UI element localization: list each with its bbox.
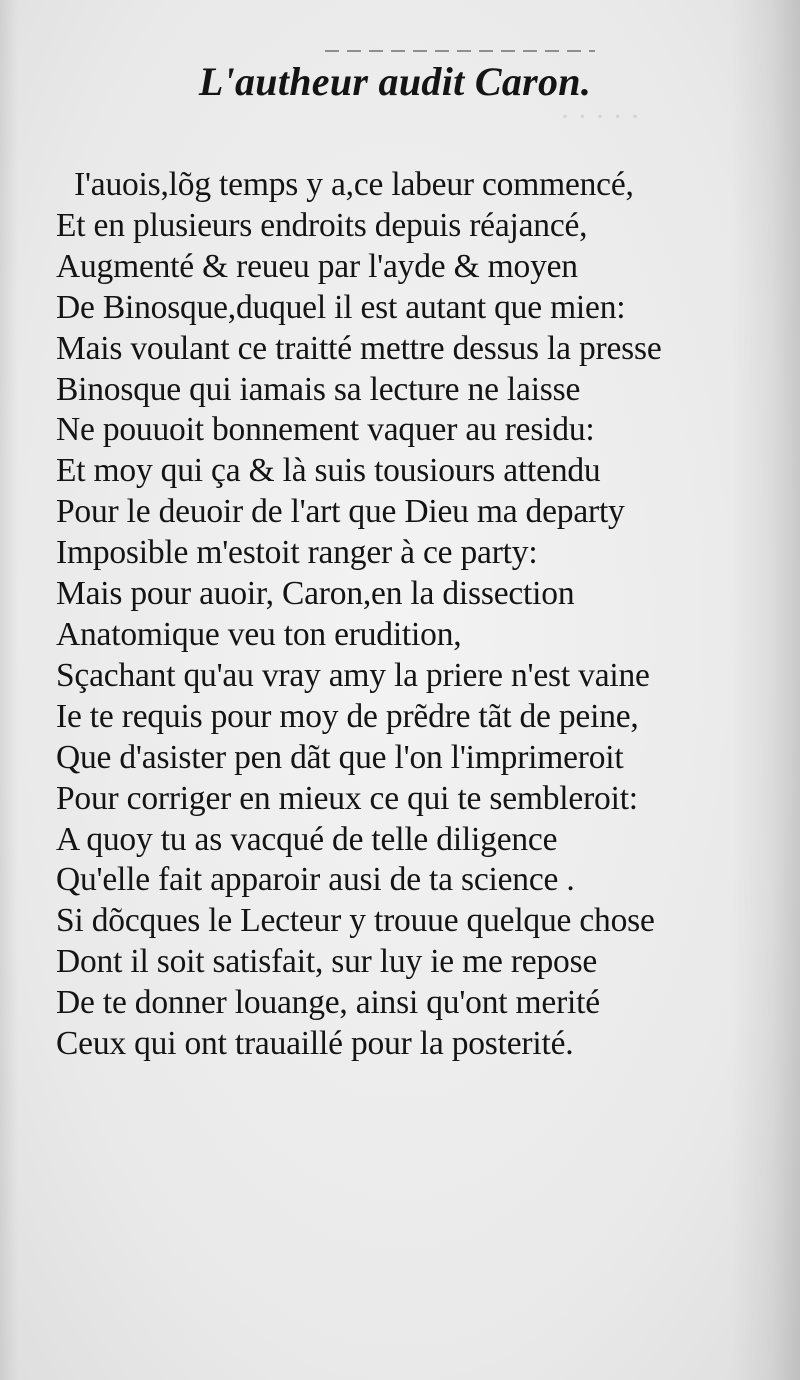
page-left-edge-shadow bbox=[0, 0, 18, 1380]
poem-line: Dont il soit satisfait, sur luy ie me repose bbox=[56, 943, 598, 981]
poem-line: De Binosque,duquel il est autant que mien: bbox=[56, 288, 626, 326]
poem-line: Sçachant qu'au vray amy la priere n'est vaine bbox=[56, 656, 650, 694]
poem bbox=[56, 165, 746, 1065]
poem-line: Binosque qui iamais sa lecture ne laisse bbox=[56, 370, 581, 408]
poem-line: A quoy tu as vacqué de telle diligence bbox=[56, 820, 558, 858]
poem-line: Augmenté & reueu par l'ayde & moyen bbox=[56, 247, 578, 285]
poem-line: De te donner louange, ainsi qu'ont merité bbox=[56, 984, 600, 1022]
poem-line: Mais pour auoir, Caron,en la dissection bbox=[56, 575, 575, 613]
poem-line: Et moy qui ça & là suis tousiours attendu bbox=[56, 452, 601, 490]
poem-line: Anatomique veu ton erudition, bbox=[56, 615, 462, 653]
poem-line: Ie te requis pour moy de prẽdre tãt de peine, bbox=[56, 697, 639, 735]
poem-line: Si dõcques le Lecteur y trouue quelque chose bbox=[56, 902, 655, 940]
poem-line: Imposible m'estoit ranger à ce party: bbox=[56, 534, 538, 572]
header-rule bbox=[325, 50, 595, 52]
poem-line: Mais voulant ce traitté mettre dessus la presse bbox=[56, 329, 662, 367]
poem-line: I'auois,lõg temps y a,ce labeur commencé, bbox=[74, 166, 634, 203]
page-title: L'autheur audit Caron. bbox=[198, 59, 592, 104]
poem-line: Et en plusieurs endroits depuis réajancé, bbox=[56, 206, 588, 244]
poem-line: Qu'elle fait apparoir ausi de ta science . bbox=[56, 861, 575, 899]
poem-line: Ne pouuoit bonnement vaquer au residu: bbox=[56, 411, 595, 449]
poem-line: Pour le deuoir de l'art que Dieu ma departy bbox=[56, 493, 625, 531]
poem-line: Que d'asister pen dãt que l'on l'imprimeroit bbox=[56, 738, 624, 776]
poem-line: Ceux qui ont trauaillé pour la posterité. bbox=[56, 1025, 574, 1063]
poem-line: Pour corriger en mieux ce qui te sembleroit: bbox=[56, 779, 638, 817]
show-through-text: · · · · · bbox=[560, 100, 640, 133]
